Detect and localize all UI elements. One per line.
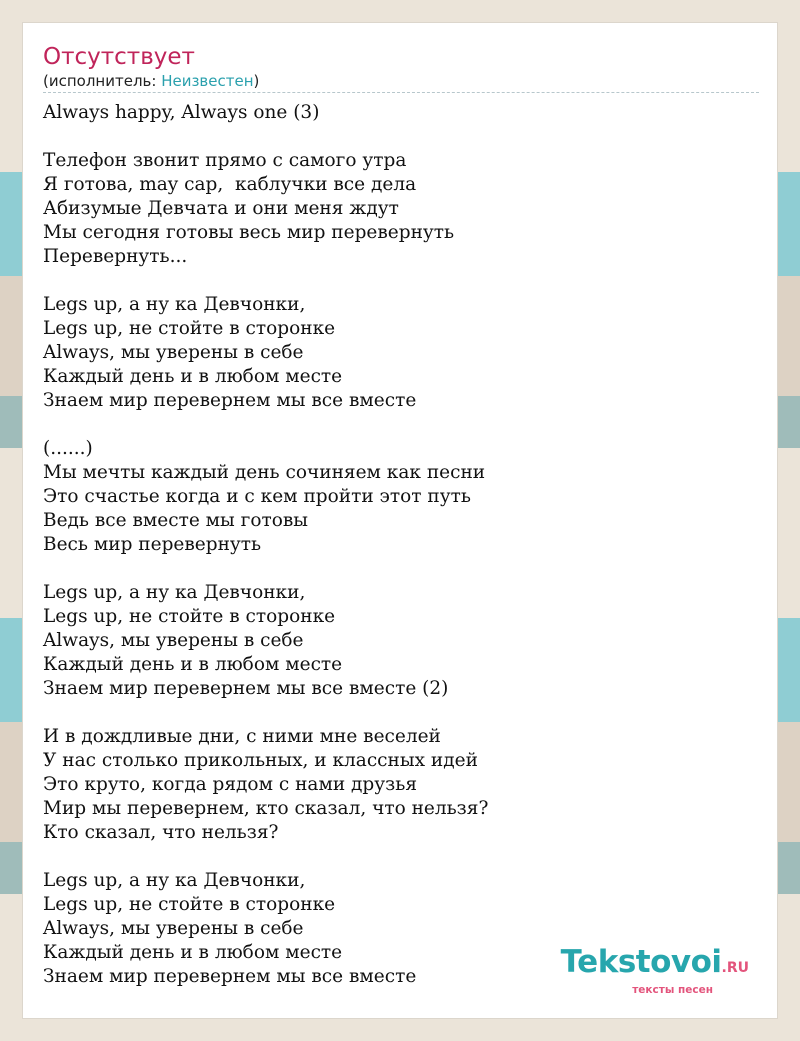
lyric-line: Каждый день и в любом месте: [43, 942, 343, 963]
lyric-line: Always, мы уверены в себе: [43, 342, 304, 363]
lyric-line: Мы сегодня готовы весь мир перевернуть: [43, 222, 455, 243]
lyric-line: И в дождливые дни, с ними мне веселей: [43, 726, 441, 747]
lyrics-body: [43, 101, 759, 989]
lyric-line: Каждый день и в любом месте: [43, 366, 343, 387]
lyric-line: У нас столько прикольных, и классных идей: [43, 750, 478, 771]
blank-line: [43, 845, 759, 869]
lyric-line: Это круто, когда рядом с нами друзья: [43, 774, 417, 795]
lyric-line: Каждый день и в любом месте: [43, 654, 343, 675]
logo-name: Tekstovoi: [560, 944, 722, 980]
blank-line: [43, 269, 759, 293]
lyric-line: Legs up, не стойте в сторонке: [43, 894, 336, 915]
artist-prefix: (исполнитель:: [43, 72, 162, 90]
lyric-line: Я готова, may cap, каблучки все дела: [43, 174, 417, 195]
logo-tagline: тексты песен: [632, 984, 713, 996]
site-logo[interactable]: [561, 946, 749, 996]
lyric-line: Знаем мир перевернем мы все вместе (2): [43, 678, 449, 699]
lyric-line: Legs up, не стойте в сторонке: [43, 318, 336, 339]
lyric-line: Ведь все вместе мы готовы: [43, 510, 309, 531]
lyric-line: Legs up, а ну ка Девчонки,: [43, 294, 306, 315]
artist-line: [43, 71, 759, 91]
lyric-line: Мир мы перевернем, кто сказал, что нельзя?: [43, 798, 489, 819]
lyric-line: (......): [43, 438, 93, 459]
blank-line: [43, 557, 759, 581]
lyric-line: Legs up, а ну ка Девчонки,: [43, 582, 306, 603]
lyrics-card: [22, 22, 778, 1019]
lyric-line: Знаем мир перевернем мы все вместе: [43, 390, 417, 411]
lyric-line: Это счастье когда и с кем пройти этот путь: [43, 486, 471, 507]
lyric-line: Always happy, Always one (3): [43, 102, 320, 123]
lyric-line: Телефон звонит прямо с самого утра: [43, 150, 407, 171]
lyric-line: Always, мы уверены в себе: [43, 918, 304, 939]
blank-line: [43, 125, 759, 149]
logo-wordmark: [561, 946, 749, 984]
song-header: [43, 43, 759, 93]
lyric-line: Абизумые Девчата и они меня ждут: [43, 198, 399, 219]
lyric-line: Legs up, а ну ка Девчонки,: [43, 870, 306, 891]
blank-line: [43, 701, 759, 725]
lyric-line: Always, мы уверены в себе: [43, 630, 304, 651]
lyric-line: Знаем мир перевернем мы все вместе: [43, 966, 417, 987]
artist-link[interactable]: Неизвестен: [161, 72, 254, 90]
lyric-line: Перевернуть...: [43, 246, 188, 267]
blank-line: [43, 413, 759, 437]
logo-tld: .RU: [721, 960, 749, 976]
lyric-line: Кто сказал, что нельзя?: [43, 822, 279, 843]
song-title: Отсутствует: [43, 44, 195, 70]
artist-suffix: ): [253, 72, 260, 90]
lyric-line: Весь мир перевернуть: [43, 534, 262, 555]
lyric-line: Legs up, не стойте в сторонке: [43, 606, 336, 627]
lyric-line: Мы мечты каждый день сочиняем как песни: [43, 462, 486, 483]
